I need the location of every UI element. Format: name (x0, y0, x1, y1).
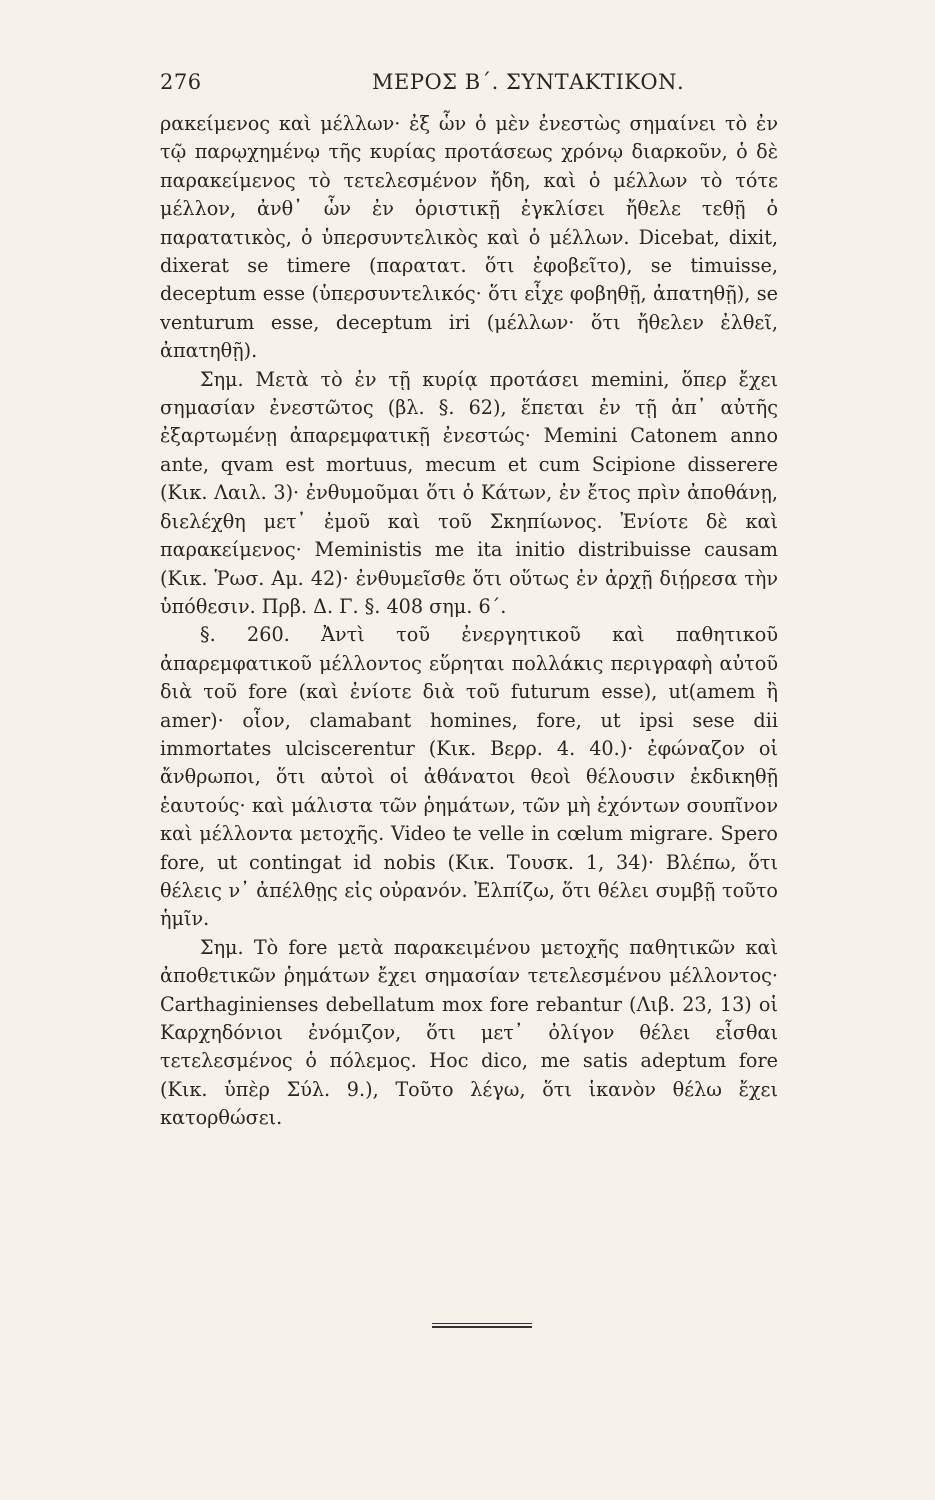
end-rule-thick-line (432, 1326, 532, 1328)
end-rule (432, 1323, 532, 1328)
paragraph-note-memini: Σημ. Μετὰ τὸ ἐν τῇ κυρίᾳ προτάσει memini, ὅπερ ἔχει σημασίαν ἐνεστῶτος (βλ. §. 62), ἕπεται ἐν τῇ ἀπ᾿ αὐτῆς ἐξαρτωμένῃ ἀπαρεμφατικῇ ἐνεστώς· Memini Catonem anno ante, qvam est mortuus, mecum et cum Scipione disserere (Κικ. Λαιλ. 3)· ἐνθυμοῦμαι ὅτι ὁ Κάτων, ἐν ἔτος πρὶν ἀποθάνῃ, διελέχθη μετ᾿ ἐμοῦ καὶ τοῦ Σκηπίωνος. Ἐνίοτε δὲ καὶ παρακείμενος· Meministis me ita initio distribuisse causam (Κικ. Ῥωσ. Αμ. 42)· ἐνθυμεῖσθε ὅτι οὕτως ἐν ἀρχῇ διῄρεσα τὴν ὑπόθεσιν. Πρβ. Δ. Γ. §. 408 σημ. 6΄. (160, 367, 778, 618)
end-rule-thin-line (432, 1323, 532, 1324)
paragraph-section-260: §. 260. Ἀντὶ τοῦ ἐνεργητικοῦ καὶ παθητικοῦ ἀπαρεμφατικοῦ μέλλοντος εὕρηται πολλάκις περιγραφὴ αὐτοῦ διὰ τοῦ fore (καὶ ἐνίοτε διὰ τοῦ futurum esse), ut(amem ἢ amer)· οἷον, clamabant homines, fore, ut ipsi sese dii immortates ulciscerentur (Κικ. Βερρ. 4. 40.)· ἐφώναζον οἱ ἄνθρωποι, ὅτι αὐτοὶ οἱ ἀθάνατοι θεοὶ θέλουσιν ἐκδικηθῇ ἑαυτούς· καὶ μάλιστα τῶν ῥημάτων, τῶν μὴ ἐχόντων σουπῖνον καὶ μέλλοντα μετοχῆς. Video te velle in cœlum migrare. Spero fore, ut contingat id nobis (Κικ. Τουσκ. 1, 34)· Βλέπω, ὅτι θέλεις ν᾿ ἀπέλθῃς εἰς οὐρανόν. Ἐλπίζω, ὅτι θέλει συμβῇ τοῦτο ἡμῖν. (160, 623, 778, 931)
page-body (160, 110, 778, 1133)
paragraph-note-fore: Σημ. Τὸ fore μετὰ παρακειμένου μετοχῆς παθητικῶν καὶ ἀποθετικῶν ῥημάτων ἔχει σημασίαν τετελεσμένου μέλλοντος· Carthaginienses debellatum mox fore rebantur (Λιβ. 23, 13) οἱ Καρχηδόνιοι ἐνόμιζον, ὅτι μετ᾿ ὀλίγον θέλει εἶσθαι τετελεσμένος ὁ πόλεμος. Hoc dico, me satis adeptum fore (Κικ. ὑπὲρ Σύλ. 9.), Τοῦτο λέγω, ὅτι ἱκανὸν θέλω ἔχει κατορθώσει. (160, 935, 778, 1130)
running-head: ΜΕΡΟΣ Β΄. ΣΥΝΤΑΚΤΙΚΟΝ. (372, 70, 685, 94)
page-header (160, 70, 780, 104)
paragraph-continued: ρακείμενος καὶ μέλλων· ἐξ ὧν ὁ μὲν ἐνεστὼς σημαίνει τὸ ἐν τῷ παρῳχημένῳ τῆς κυρίας προτάσεως χρόνῳ διαρκοῦν, ὁ δὲ παρακείμενος τὸ τετελεσμένον ἤδη, καὶ ὁ μέλλων τὸ τότε μέλλον, ἀνθ᾿ ὧν ἐν ὁριστικῇ ἐγκλίσει ἤθελε τεθῇ ὁ παρατατικὸς, ὁ ὑπερσυντελικὸς καὶ ὁ μέλλων. Dicebat, dixit, dixerat se timere (παρατατ. ὅτι ἐφοβεῖτο), se timuisse, deceptum esse (ὑπερσυντελικός· ὅτι εἶχε φοβηθῇ, ἀπατηθῇ), se venturum esse, deceptum iri (μέλλων· ὅτι ἤθελεν ἐλθεῖ, ἀπατηθῇ). (160, 112, 778, 363)
page-number: 276 (160, 70, 202, 94)
